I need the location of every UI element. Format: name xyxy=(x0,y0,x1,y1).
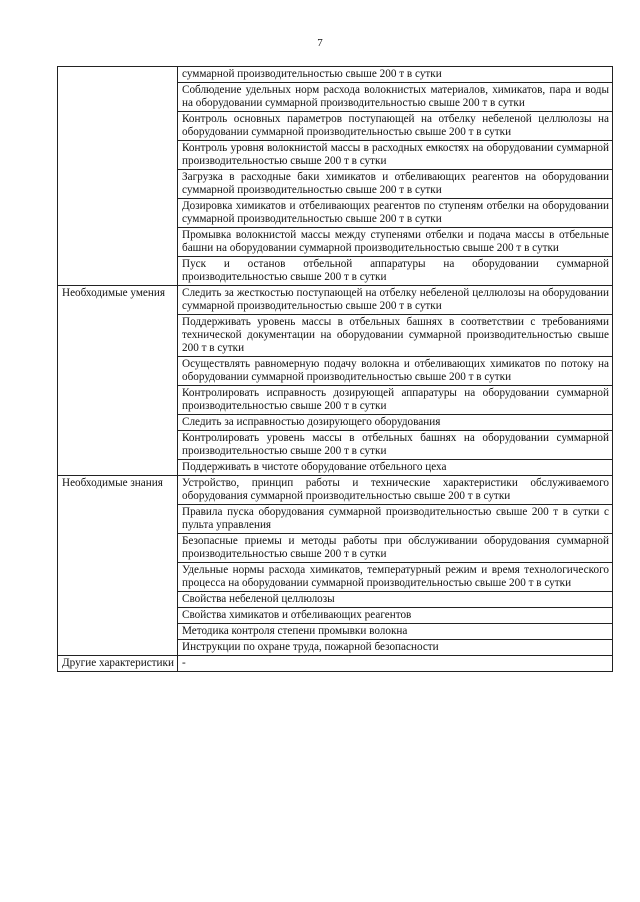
table-cell: Загрузка в расходные баки химикатов и отбеливающих реагентов на оборудовании суммарной производительностью свыше 200 т в сутки xyxy=(178,170,613,199)
table-cell: - xyxy=(178,656,613,672)
qualification-table xyxy=(57,66,613,672)
table-cell: Контролировать уровень массы в отбельных башнях на оборудовании суммарной производительностью свыше 200 т в сутки xyxy=(178,431,613,460)
section-label-other: Другие характеристики xyxy=(58,656,178,672)
section-label-knowledge: Необходимые знания xyxy=(58,476,178,656)
table-cell: Инструкции по охране труда, пожарной безопасности xyxy=(178,640,613,656)
table-cell: суммарной производительностью свыше 200 т в сутки xyxy=(178,67,613,83)
table-cell: Безопасные приемы и методы работы при обслуживании оборудования суммарной производительностью свыше 200 т в сутки xyxy=(178,534,613,563)
table-cell: Следить за жесткостью поступающей на отбелку небеленой целлюлозы на оборудовании суммарной производительностью свыше 200 т в сутки xyxy=(178,286,613,315)
table-cell: Контролировать исправность дозирующей аппаратуры на оборудовании суммарной производительностью свыше 200 т в сутки xyxy=(178,386,613,415)
table-cell: Правила пуска оборудования суммарной производительностью свыше 200 т в сутки с пульта управления xyxy=(178,505,613,534)
table-cell: Контроль уровня волокнистой массы в расходных емкостях на оборудовании суммарной производительностью свыше 200 т в сутки xyxy=(178,141,613,170)
table-cell: Свойства небеленой целлюлозы xyxy=(178,592,613,608)
table-cell: Осуществлять равномерную подачу волокна и отбеливающих химикатов по потоку на оборудовании суммарной производительностью свыше 200 т в сутки xyxy=(178,357,613,386)
table-cell: Промывка волокнистой массы между ступенями отбелки и подача массы в отбельные башни на оборудовании суммарной производительностью свыше 200 т в сутки xyxy=(178,228,613,257)
table-cell: Свойства химикатов и отбеливающих реагентов xyxy=(178,608,613,624)
section-label-skills: Необходимые умения xyxy=(58,286,178,476)
table-cell: Поддерживать в чистоте оборудование отбельного цеха xyxy=(178,460,613,476)
table-row xyxy=(58,656,613,672)
table-row xyxy=(58,286,613,315)
table-cell: Пуск и останов отбельной аппаратуры на оборудовании суммарной производительностью свыше 200 т в сутки xyxy=(178,257,613,286)
section-label xyxy=(58,67,178,286)
table-row xyxy=(58,67,613,83)
table-cell: Поддерживать уровень массы в отбельных башнях в соответствии с требованиями технической документации на оборудовании суммарной производительностью свыше 200 т в сутки xyxy=(178,315,613,357)
table-row xyxy=(58,476,613,505)
table-cell: Удельные нормы расхода химикатов, температурный режим и время технологического процесса на оборудовании суммарной производительностью свыше 200 т в сутки xyxy=(178,563,613,592)
table-cell: Соблюдение удельных норм расхода волокнистых материалов, химикатов, пара и воды на оборудовании суммарной производительностью свыше 200 т в сутки xyxy=(178,83,613,112)
page-number: 7 xyxy=(317,37,323,49)
table-cell: Контроль основных параметров поступающей на отбелку небеленой целлюлозы на оборудовании суммарной производительностью свыше 200 т в сутки xyxy=(178,112,613,141)
table-cell: Дозировка химикатов и отбеливающих реагентов по ступеням отбелки на оборудовании суммарной производительностью свыше 200 т в сутки xyxy=(178,199,613,228)
table-cell: Методика контроля степени промывки волокна xyxy=(178,624,613,640)
table-cell: Следить за исправностью дозирующего оборудования xyxy=(178,415,613,431)
table-cell: Устройство, принцип работы и технические характеристики обслуживаемого оборудования суммарной производительностью свыше 200 т в сутки xyxy=(178,476,613,505)
